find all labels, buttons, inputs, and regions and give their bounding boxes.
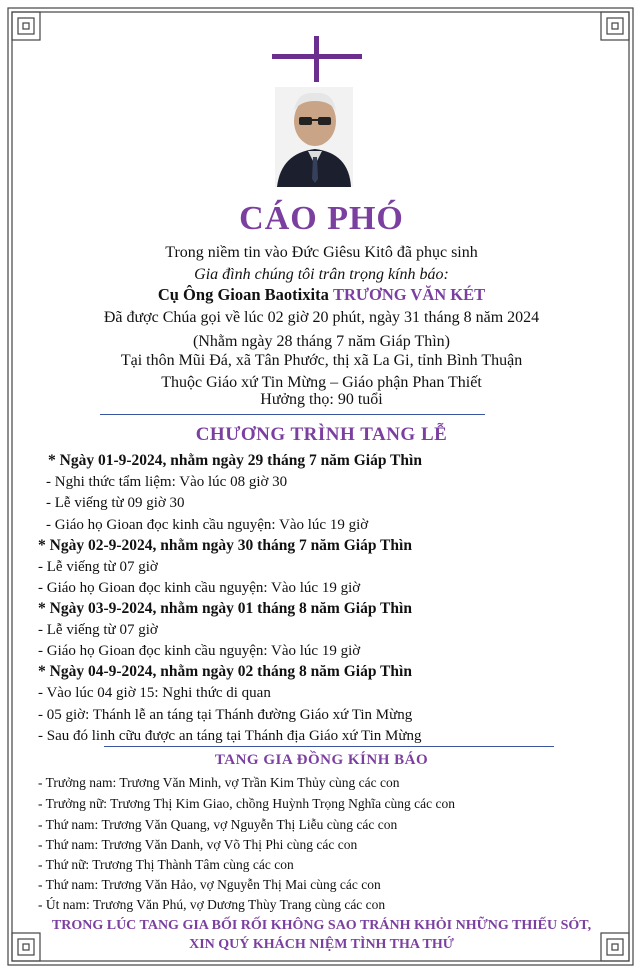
- deceased-name: TRƯƠNG VĂN KÉT: [332, 285, 486, 304]
- lunar-line: (Nhằm ngày 28 tháng 7 năm Giáp Thìn): [193, 333, 450, 350]
- family-member: - Trưởng nam: Trương Văn Minh, vợ Trần Kim Thủy cùng các con: [38, 775, 400, 790]
- corner-ornament-tl: [12, 12, 40, 40]
- deceased-line: [0, 285, 643, 305]
- program-heading: CHƯƠNG TRÌNH TANG LỄ: [195, 424, 448, 445]
- program-item: - 05 giờ: Thánh lễ an táng tại Thánh đường Giáo xứ Tin Mừng: [38, 707, 413, 723]
- portrait-photo: [275, 87, 353, 187]
- program-item: - Giáo họ Gioan đọc kinh cầu nguyện: Vào lúc 19 giờ: [46, 517, 369, 533]
- age-line: Hưởng thọ: 90 tuổi: [260, 391, 383, 408]
- program-item: - Vào lúc 04 giờ 15: Nghi thức di quan: [38, 685, 271, 701]
- divider: [100, 414, 485, 415]
- program-item: - Lễ viếng từ 07 giờ: [38, 559, 158, 575]
- footer-line-2: XIN QUÝ KHÁCH NIỆM TÌNH THA THỨ: [189, 937, 454, 952]
- death-line: Đã được Chúa gọi về lúc 02 giờ 20 phút, ngày 31 tháng 8 năm 2024: [103, 309, 540, 326]
- family-member: - Thứ nam: Trương Văn Hảo, vợ Nguyễn Thị Mai cùng các con: [38, 877, 381, 892]
- family-member: - Thứ nam: Trương Văn Quang, vợ Nguyễn Thị Liễu cùng các con: [38, 817, 398, 832]
- program-date: * Ngày 03-9-2024, nhằm ngày 01 tháng 8 năm Giáp Thìn: [38, 600, 412, 617]
- corner-ornament-tr: [601, 12, 629, 40]
- family-member: - Thứ nam: Trương Văn Danh, vợ Võ Thị Phi cùng các con: [38, 837, 358, 852]
- family-member: - Thứ nữ: Trương Thị Thành Tâm cùng các con: [38, 857, 294, 872]
- program-item: - Lễ viếng từ 09 giờ 30: [46, 495, 185, 511]
- parish-line: Thuộc Giáo xứ Tin Mừng – Giáo phận Phan Thiết: [161, 374, 482, 391]
- deceased-prefix: Cụ Ông Gioan Baotixita: [157, 285, 329, 304]
- cross-icon: [272, 36, 362, 84]
- program-item: - Giáo họ Gioan đọc kinh cầu nguyện: Vào lúc 19 giờ: [38, 643, 361, 659]
- footer-line-1: TRONG LÚC TANG GIA BỐI RỐI KHÔNG SAO TRÁNH KHỎI NHỮNG THIẾU SÓT,: [51, 918, 592, 933]
- program-date: * Ngày 01-9-2024, nhằm ngày 29 tháng 7 năm Giáp Thìn: [48, 452, 422, 469]
- program-date: * Ngày 02-9-2024, nhằm ngày 30 tháng 7 năm Giáp Thìn: [38, 537, 412, 554]
- family-heading: TANG GIA ĐỒNG KÍNH BÁO: [214, 752, 429, 768]
- announce-line: Gia đình chúng tôi trân trọng kính báo:: [194, 266, 449, 283]
- family-member: - Út nam: Trương Văn Phú, vợ Dương Thùy Trang cùng các con: [38, 897, 386, 912]
- program-date: * Ngày 04-9-2024, nhằm ngày 02 tháng 8 năm Giáp Thìn: [38, 663, 412, 680]
- family-member: - Trưởng nữ: Trương Thị Kim Giao, chồng Huỳnh Trọng Nghĩa cùng các con: [38, 796, 455, 811]
- program-item: - Lễ viếng từ 07 giờ: [38, 622, 158, 638]
- faith-line: Trong niềm tin vào Đức Giêsu Kitô đã phục sinh: [165, 244, 478, 261]
- program-item: - Giáo họ Gioan đọc kinh cầu nguyện: Vào lúc 19 giờ: [38, 580, 361, 596]
- page-title: CÁO PHÓ: [239, 200, 404, 237]
- place-line: Tại thôn Mũi Đá, xã Tân Phước, thị xã La Gi, tỉnh Bình Thuận: [120, 352, 523, 369]
- program-item: - Sau đó linh cữu được an táng tại Thánh địa Giáo xứ Tin Mừng: [38, 728, 422, 744]
- divider: [104, 746, 554, 747]
- program-item: - Nghi thức tẩm liệm: Vào lúc 08 giờ 30: [46, 474, 288, 490]
